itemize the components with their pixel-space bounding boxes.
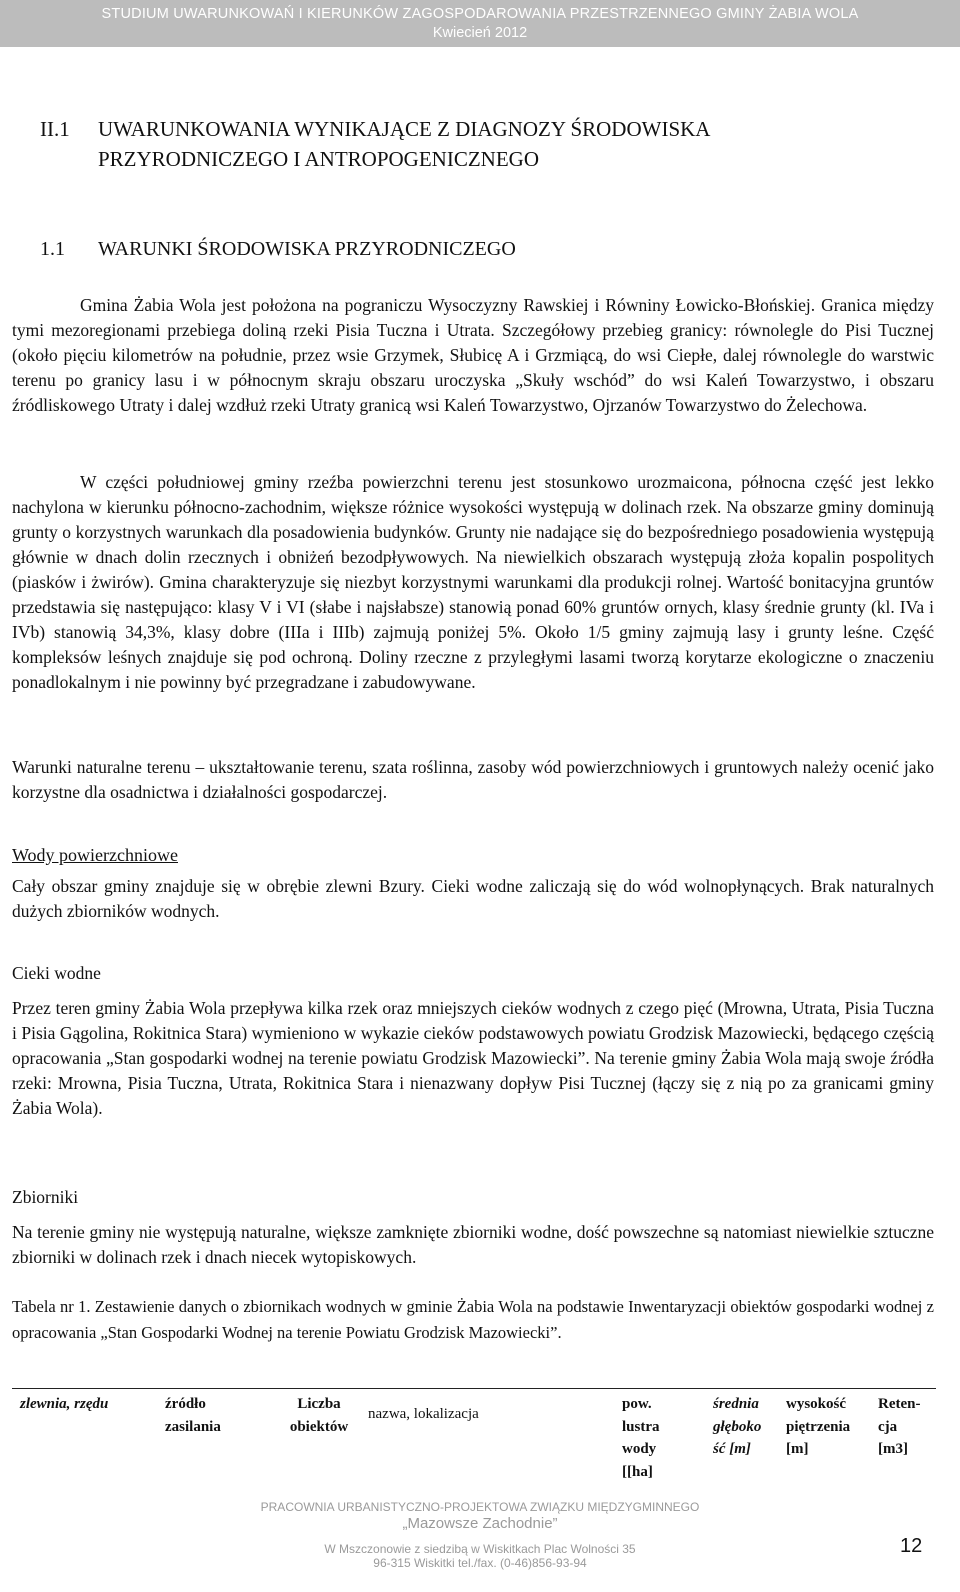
col-header-source-line1: źródło — [165, 1396, 206, 1412]
page-number: 12 — [900, 1535, 923, 1557]
heading-streams: Cieki wodne — [12, 963, 101, 983]
chapter-number: II.1 — [40, 117, 70, 141]
footer-union: „Mazowsze Zachodnie” — [402, 1515, 558, 1532]
col-header-count-line2: obiektów — [289, 1418, 349, 1435]
col-header-retention-line2: cja — [878, 1418, 898, 1435]
paragraph-terrain: W części południowej gminy rzeźba powierzchni terenu jest stosunkowo urozmaicona, północna część jest lekko nachylona w kierunku północno-zachodnim, większe różnice wysokości występują w dolinach rzek. Na obszarze gminy dominują grunty o korzystnych warunkach dla posadowienia budynków. Grunty nie nadające się do bezpośredniego posadowienia występują głównie w dnach dolin rzecznych i obniżeń bezodpływowych. Na niewielkich obszarach występują złoża kopalin pospolitych (piasków i żwirów). Gmina charakteryzuje się niezbyt korzystnymi warunkami dla produkcji rolnej. Wartość bonitacyjna gruntów przedstawia się następująco: klasy V i VI (słabe i najsłabsze) stanowią ponad 60% gruntów ornych, klasy średnie grunty (kl. IVa i IVb) stanowią 34,3%, klasy dobre (IIIa i IIIb) zajmują poniżej 5%. Około 1/5 gminy zajmują lasy i grunty leśne. Część kompleksów leśnych znajduje się pod ochroną. Doliny rzeczne z przyległymi lasami tworzą korytarze ekologiczne o znaczeniu ponadlokalnym i nie powinny być przegradzane i zabudowywane. — [12, 472, 934, 692]
heading-reservoirs: Zbiorniki — [12, 1187, 79, 1207]
col-header-retention — [878, 1393, 920, 1461]
col-header-source-line2: zasilania — [165, 1418, 221, 1435]
reservoir-table — [12, 1388, 936, 1480]
col-header-area — [622, 1393, 660, 1483]
col-header-height-line3: [m] — [786, 1441, 809, 1457]
col-header-height-line2: piętrzenia — [786, 1418, 851, 1435]
heading-surface-water: Wody powierzchniowe — [12, 845, 178, 865]
col-header-depth-line1: średnia — [713, 1396, 759, 1412]
col-header-area-line3: wody — [622, 1441, 657, 1457]
col-header-source — [165, 1393, 221, 1438]
chapter-title-line2: PRZYRODNICZEGO I ANTROPOGENICZNEGO — [98, 147, 539, 171]
section-number: 1.1 — [40, 238, 65, 260]
col-header-depth — [713, 1393, 761, 1461]
paragraph-conditions: Warunki naturalne terenu – ukształtowanie terenu, szata roślinna, zasoby wód powierzchniowych i gruntowych należy ocenić jako korzystne dla osadnictwa i działalności gospodarczej. — [12, 757, 934, 802]
page-footer — [0, 1500, 960, 1570]
footer-address: W Mszczonowie z siedzibą w Wiskitkach Plac Wolności 35 — [324, 1542, 636, 1556]
section-title — [40, 238, 516, 261]
col-header-retention-line1: Reten- — [878, 1396, 921, 1412]
col-header-count — [280, 1393, 358, 1438]
chapter-title — [40, 114, 920, 174]
col-header-depth-line2: głęboko — [713, 1418, 762, 1435]
col-header-height — [786, 1393, 850, 1461]
paragraph-reservoirs: Na terenie gminy nie występują naturalne, większe zamknięte zbiorniki wodne, dość powszechne są natomiast niewielkie sztuczne zbiorniki w dolinach rzek i dnach niecek wytopiskowych. — [12, 1222, 934, 1267]
footer-contact: 96-315 Wiskitki tel./fax. (0-46)856-93-94 — [373, 1556, 587, 1570]
section-title-text: WARUNKI ŚRODOWISKA PRZYRODNICZEGO — [98, 238, 516, 260]
paragraph-surface-water: Cały obszar gminy znajduje się w obrębie zlewni Bzury. Cieki wodne zaliczają się do wód wolnopłynących. Brak naturalnych dużych zbiorników wodnych. — [12, 876, 934, 921]
chapter-title-line1: UWARUNKOWANIA WYNIKAJĄCE Z DIAGNOZY ŚRODOWISKA — [98, 117, 711, 141]
header-title: STUDIUM UWARUNKOWAŃ I KIERUNKÓW ZAGOSPODAROWANIA PRZESTRZENNEGO GMINY ŻABIA WOLA — [101, 6, 859, 22]
col-header-area-line2: lustra — [622, 1418, 660, 1435]
col-header-height-line1: wysokość — [786, 1396, 847, 1412]
col-header-name: nazwa, lokalizacja — [368, 1406, 479, 1422]
table-caption: Tabela nr 1. Zestawienie danych o zbiornikach wodnych w gminie Żabia Wola na podstawie Inwentaryzacji obiektów gospodarki wodnej z opracowania „Stan Gospodarki Wodnej na terenie Powiatu Grodzisk Mazowiecki”. — [12, 1297, 934, 1342]
col-header-depth-line3: ść [m] — [713, 1441, 751, 1457]
paragraph-streams: Przez teren gminy Żabia Wola przepływa kilka rzek oraz mniejszych cieków wodnych z czego pięć (Mrowna, Utrata, Pisia Tuczna i Pisia Gągolina, Rokitnica Stara) wymieniono w wykazie cieków podstawowych powiatu Grodzisk Mazowiecki, będącego częścią opracowania „Stan gospodarki wodnej na terenie powiatu Grodzisk Mazowiecki”. Na terenie gminy Żabia Wola mają swoje źródła rzeki: Mrowna, Pisia Tuczna, Utrata, Rokitnica Stara i nienazwany dopływ Pisi Tucznej (łączy się z nią po za granicami gminy Żabia Wola). — [12, 998, 934, 1118]
header-date: Kwiecień 2012 — [432, 25, 528, 41]
page-header — [0, 0, 960, 47]
paragraph-borders: Gmina Żabia Wola jest położona na pograniczu Wysoczyzny Rawskiej i Równiny Łowicko-Błońskiej. Granica między tymi mezoregionami przebiega doliną rzeki Pisia Tuczna i Utrata. Szczegółowy przebieg granicy: równolegle do Pisi Tucznej (około pięciu kilometrów na południe, przez wsie Grzymek, Słubicę A i Grzmiącą, do wsi Ciepłe, dalej równolegle do warstwic terenu po granicy lasu i w północnym skraju obszaru uroczyska „Skuły wschód” do wsi Kaleń Towarzystwo, i obszaru źródliskowego Utraty i dalej wzdłuż rzeki Utraty granicą wsi Kaleń Towarzystwo, Ojrzanów Towarzystwo do Żelechowa. — [12, 295, 934, 415]
col-header-area-line4: [[ha] — [622, 1463, 653, 1480]
col-header-retention-line3: [m3] — [878, 1441, 908, 1457]
col-header-area-line1: pow. — [622, 1396, 652, 1412]
footer-office: PRACOWNIA URBANISTYCZNO-PROJEKTOWA ZWIĄZKU MIĘDZYGMINNEGO — [260, 1500, 700, 1514]
col-header-catchment: zlewnia, rzędu — [20, 1396, 109, 1412]
col-header-count-line1: Liczba — [297, 1396, 341, 1412]
